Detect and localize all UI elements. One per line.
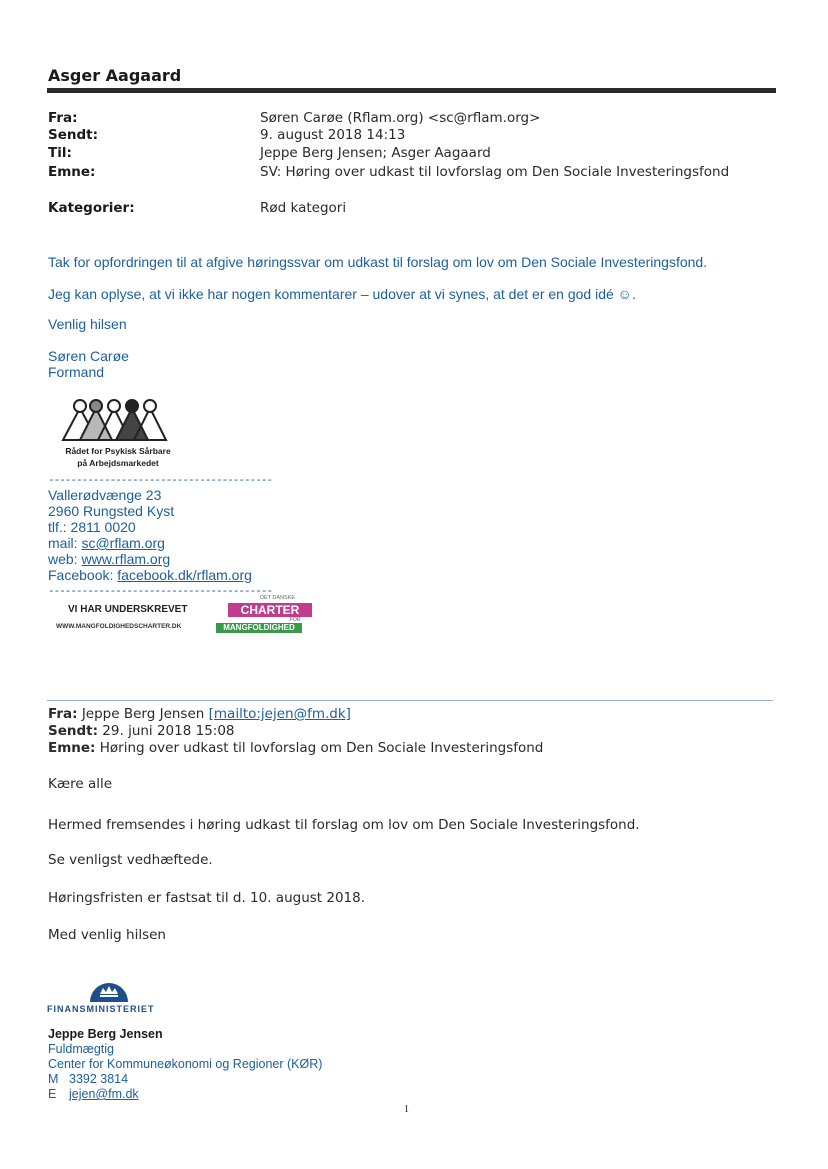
original-subject-value: Høring over udkast til lovforslag om Den Sociale Investeringsfond [95,740,544,756]
original-email-link[interactable]: jejen@fm.dk [69,1087,139,1101]
charter-banner-url: WWW.MANGFOLDIGHEDSCHARTER.DK [56,623,182,630]
original-paragraph-3: Høringsfristen er fastsat til d. 10. august 2018. [48,890,366,906]
web-line [48,551,170,567]
signature-divider-bottom: ---------------------------------------- [48,586,273,598]
charter-banner-text: VI HAR UNDERSKREVET [68,604,188,615]
sent-label: Sendt: [48,127,99,143]
original-from-value: Jeppe Berg Jensen [77,706,209,722]
charter-logo-top: DET DANSKE [260,595,296,601]
finansministeriet-wordmark: FINANSMINISTERIET [47,1004,155,1014]
original-from-mailto-link[interactable]: [mailto:jejen@fm.dk] [208,706,351,722]
original-closing: Med venlig hilsen [48,927,166,943]
subject-label: Emne: [48,164,96,180]
charter-logo-main: CHARTER [228,603,312,617]
original-from-label: Fra: [48,706,78,722]
reply-greeting: Venlig hilsen [48,316,127,332]
facebook-label: Facebook: [48,567,118,583]
original-subject-line [48,740,543,756]
subject-value: SV: Høring over udkast til lovforslag om Den Sociale Investeringsfond [260,164,730,180]
finansministeriet-crown-logo-icon [88,979,130,1003]
signature-divider-top: ---------------------------------------- [48,475,273,487]
signature-name: Søren Carøe [48,348,129,364]
address-line-1: Vallerødvænge 23 [48,487,162,503]
category-value: Rød kategori [260,200,347,216]
from-value: Søren Carøe (Rflam.org) <sc@rflam.org> [260,110,541,126]
web-label: web: [48,551,82,567]
quoted-message-separator [47,700,773,701]
page-number: 1 [404,1104,409,1115]
original-signature-department: Center for Kommuneøkonomi og Regioner (KØR) [48,1057,323,1071]
original-subject-label: Emne: [48,740,96,756]
original-sent-label: Sendt: [48,723,99,739]
from-label: Fra: [48,110,78,126]
to-value: Jeppe Berg Jensen; Asger Aagaard [260,145,491,161]
original-from-line [48,706,351,722]
original-sent-value: 29. juni 2018 15:08 [98,723,235,739]
original-paragraph-2: Se venligst vedhæftede. [48,852,213,868]
mail-label: mail: [48,535,82,551]
original-paragraph-1: Hermed fremsendes i høring udkast til forslag om lov om Den Sociale Investeringsfond. [48,817,640,833]
original-sent-line [48,723,235,739]
rflam-people-logo-icon [58,396,178,444]
rflam-logo-text-line1: Rådet for Psykisk Sårbare [65,446,171,456]
mail-link[interactable]: sc@rflam.org [81,535,165,551]
header-rule [47,88,776,93]
original-salutation: Kære alle [48,776,113,792]
original-mobile-value: 3392 3814 [69,1072,129,1086]
mail-line [48,535,165,551]
address-line-2: 2960 Rungsted Kyst [48,503,175,519]
sent-value: 9. august 2018 14:13 [260,127,406,143]
rflam-logo-text-line2: på Arbejdsmarkedet [77,458,159,468]
original-signature-name: Jeppe Berg Jensen [48,1027,163,1041]
original-email-label: E [48,1087,57,1101]
reply-paragraph-2: Jeg kan oplyse, at vi ikke har nogen kommentarer – udover at vi synes, at det er en god idé ☺. [48,286,636,302]
to-label: Til: [48,145,72,161]
category-label: Kategorier: [48,200,135,216]
original-signature-title: Fuldmægtig [48,1042,114,1056]
web-link[interactable]: www.rflam.org [81,551,171,567]
phone-line: tlf.: 2811 0020 [48,519,136,535]
charter-logo-small: FOR [290,617,301,623]
facebook-line [48,567,252,583]
original-mobile-label: M [48,1072,59,1086]
signature-title: Formand [48,364,105,380]
mailbox-owner-name: Asger Aagaard [48,66,182,85]
charter-logo-bottom: MANGFOLDIGHED [216,623,302,633]
reply-paragraph-1: Tak for opfordringen til at afgive høringssvar om udkast til forslag om lov om Den Sociale Investeringsfond. [48,254,708,270]
charter-logo [216,595,314,635]
facebook-link[interactable]: facebook.dk/rflam.org [117,567,252,583]
